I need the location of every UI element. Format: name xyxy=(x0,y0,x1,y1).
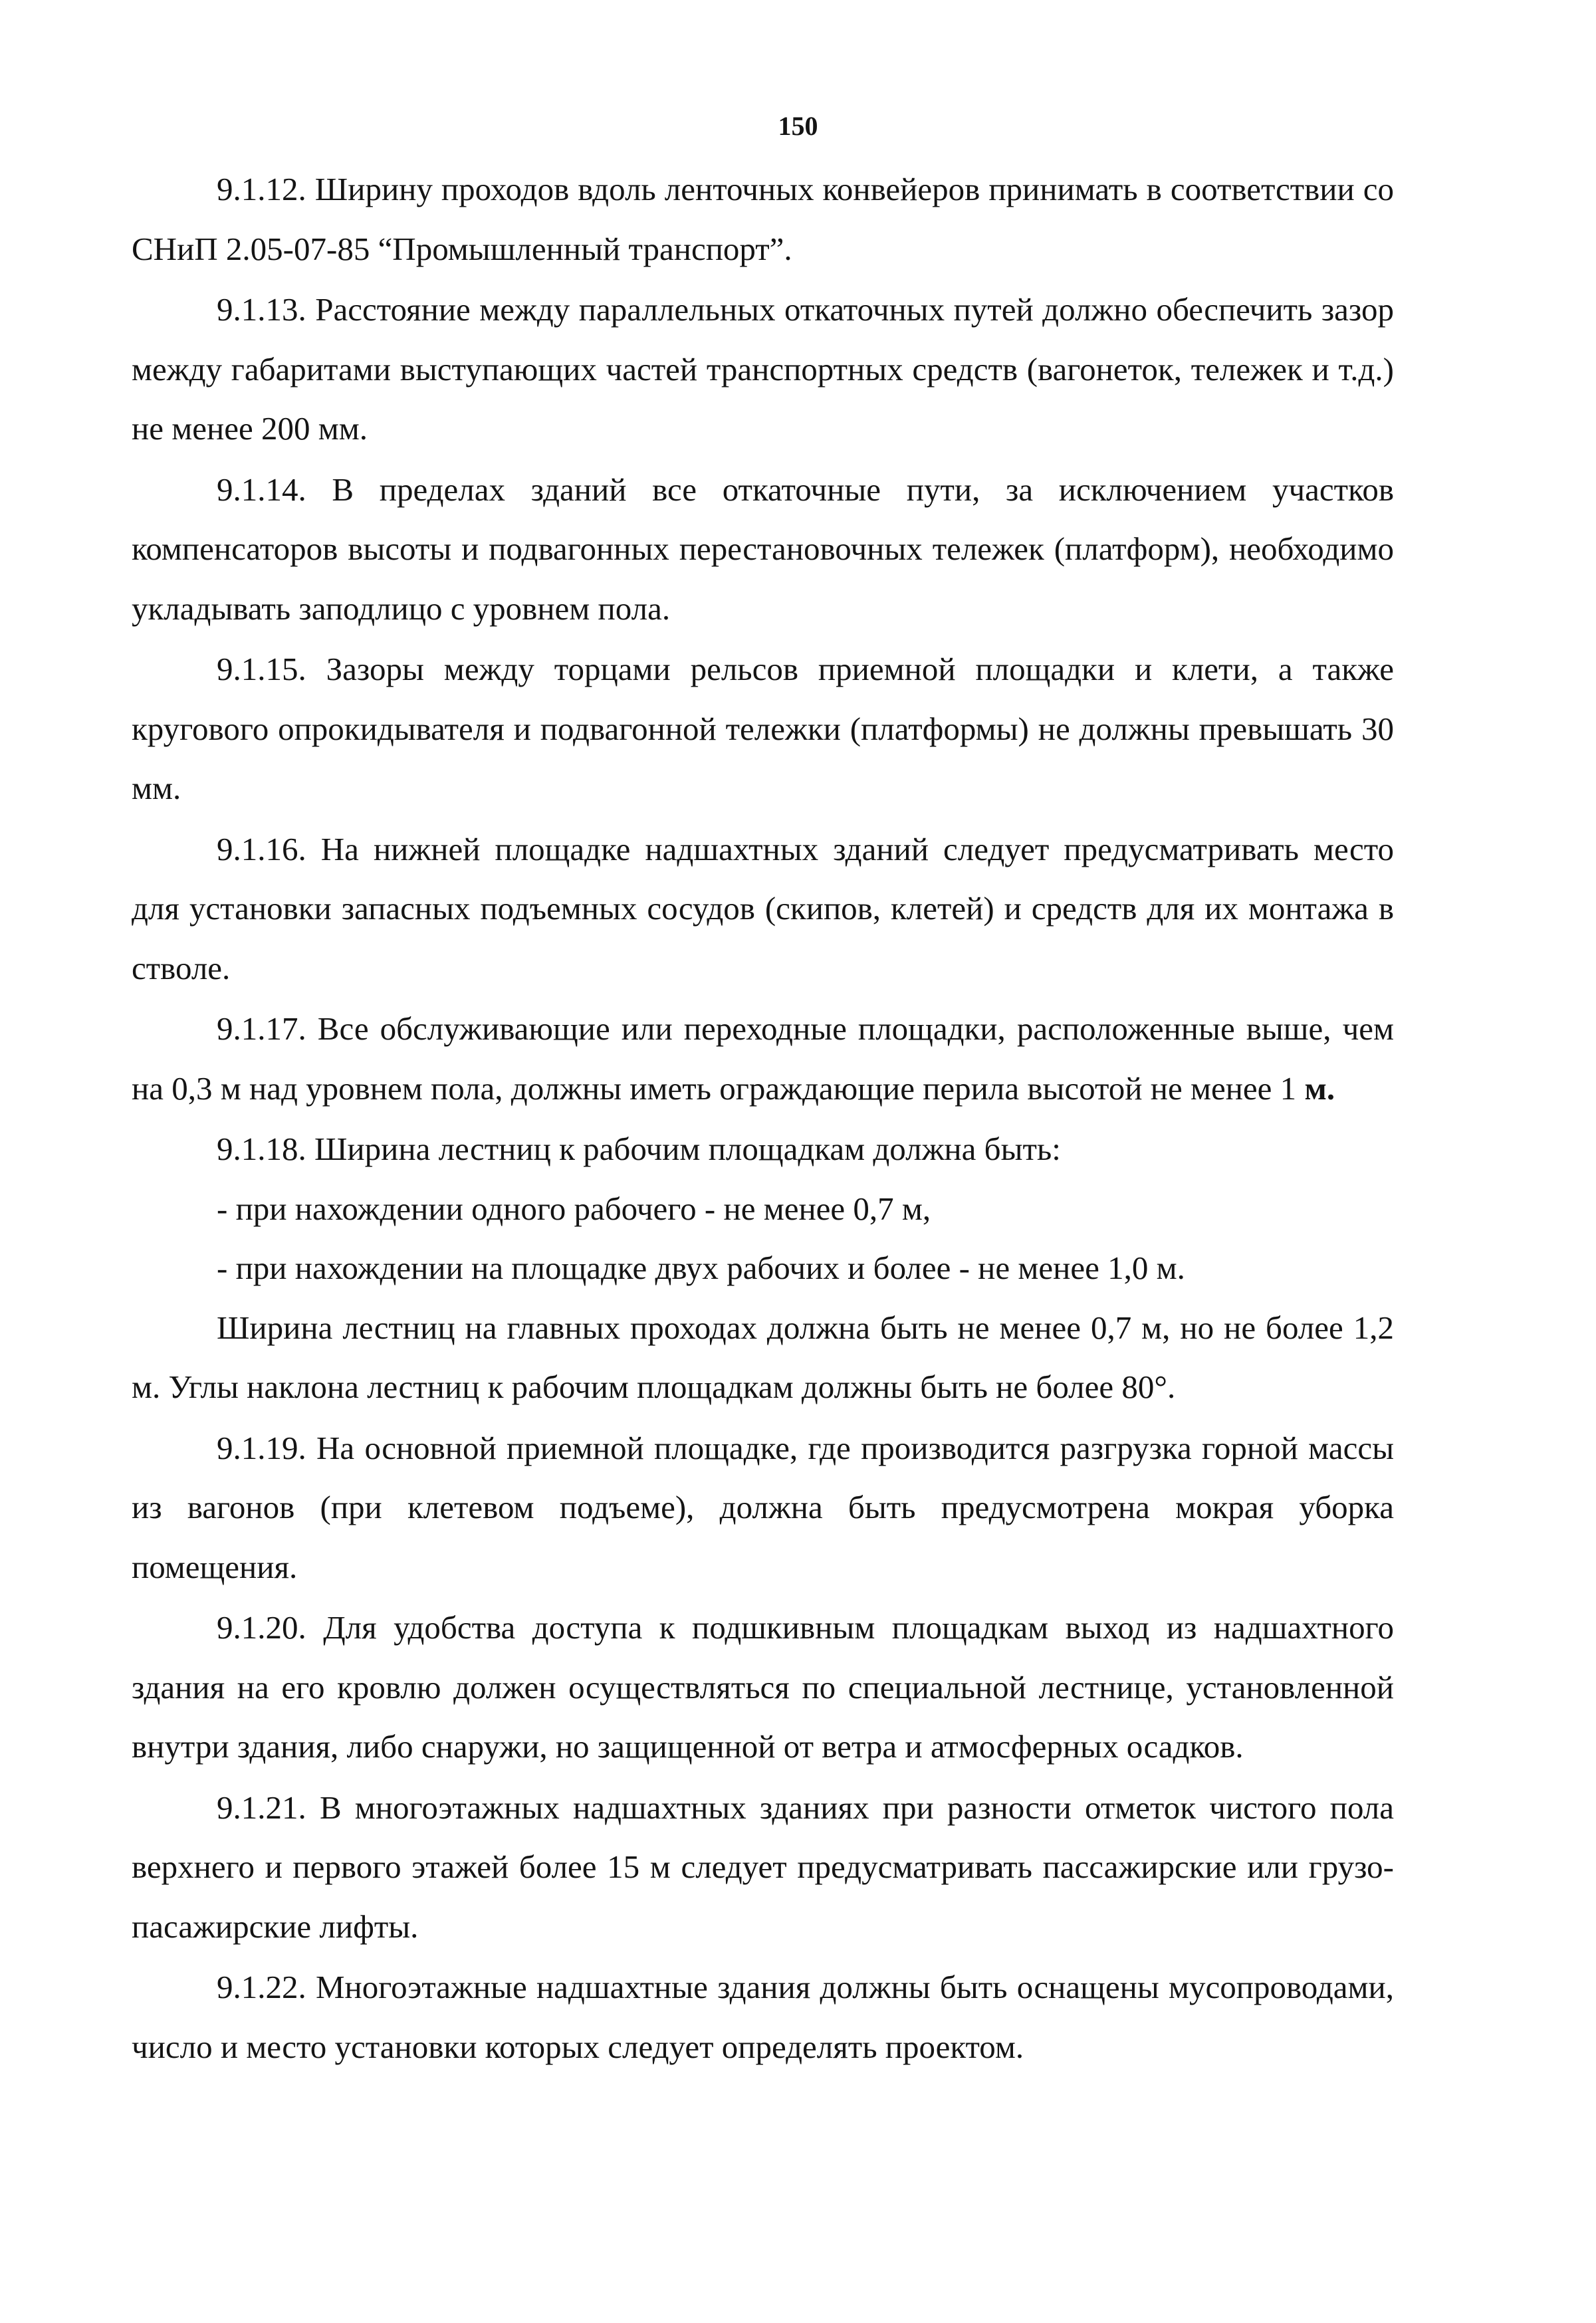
paragraph-9-1-18-item-1: - при нахождении одного рабочего - не менее 0,7 м, xyxy=(217,1190,931,1227)
paragraph-9-1-19: 9.1.19. На основной приемной площадке, где производится разгрузка горной массы из вагонов (при клетевом подъеме), должна быть предусмотрена мокрая уборка помещения. xyxy=(132,1429,1394,1585)
paragraph-9-1-22: 9.1.22. Многоэтажные надшахтные здания должны быть оснащены мусопроводами, число и место установки которых следует определять проектом. xyxy=(132,1969,1394,2065)
paragraph-9-1-17 xyxy=(132,999,1394,1118)
paragraph-9-1-18-item-2: - при нахождении на площадке двух рабочих и более - не менее 1,0 м. xyxy=(217,1250,1185,1286)
paragraph-9-1-17-text: 9.1.17. Все обслуживающие или переходные площадки, расположенные выше, чем на 0,3 м над уровнем пола, должны иметь ограждающие перила высотой не менее 1 xyxy=(132,1010,1394,1107)
paragraph-9-1-20: 9.1.20. Для удобства доступа к подшкивным площадкам выход из надшахтного здания на его кровлю должен осуществляться по специальной лестнице, установленной внутри здания, либо снаружи, но защищенной от ветра и атмосферных осадков. xyxy=(132,1609,1394,1765)
paragraph-9-1-18-main: Ширина лестниц на главных проходах должна быть не менее 0,7 м, но не более 1,2 м. Углы наклона лестниц к рабочим площадкам должны быть не более 80°. xyxy=(132,1309,1394,1405)
paragraph-9-1-16: 9.1.16. На нижней площадке надшахтных зданий следует предусматривать место для установки запасных подъемных сосудов (скипов, клетей) и средств для их монтажа в стволе. xyxy=(132,830,1394,986)
page-number: 150 xyxy=(778,111,818,141)
document-body xyxy=(132,160,1394,2076)
paragraph-9-1-14: 9.1.14. В пределах зданий все откаточные пути, за исключением участков компенсаторов высоты и подвагонных перестановочных тележек (платформ), необходимо укладывать заподлицо с уровнем пола. xyxy=(132,471,1394,627)
paragraph-9-1-21: 9.1.21. В многоэтажных надшахтных зданиях при разности отметок чистого пола верхнего и первого этажей более 15 м следует предусматривать пассажирские или грузо-пасажирские лифты. xyxy=(132,1789,1394,1945)
paragraph-9-1-18-intro: 9.1.18. Ширина лестниц к рабочим площадкам должна быть: xyxy=(217,1131,1061,1167)
paragraph-9-1-15: 9.1.15. Зазоры между торцами рельсов приемной площадки и клети, а также кругового опрокидывателя и подвагонной тележки (платформы) не должны превышать 30 мм. xyxy=(132,651,1394,806)
paragraph-9-1-12: 9.1.12. Ширину проходов вдоль ленточных конвейеров принимать в соответствии со СНиП 2.05-07-85 “Промышленный транспорт”. xyxy=(132,171,1394,267)
paragraph-9-1-17-unit: м. xyxy=(1304,1069,1335,1107)
paragraph-9-1-13: 9.1.13. Расстояние между параллельных откаточных путей должно обеспечить зазор между габаритами выступающих частей транспортных средств (вагонеток, тележек и т.д.) не менее 200 мм. xyxy=(132,291,1394,447)
